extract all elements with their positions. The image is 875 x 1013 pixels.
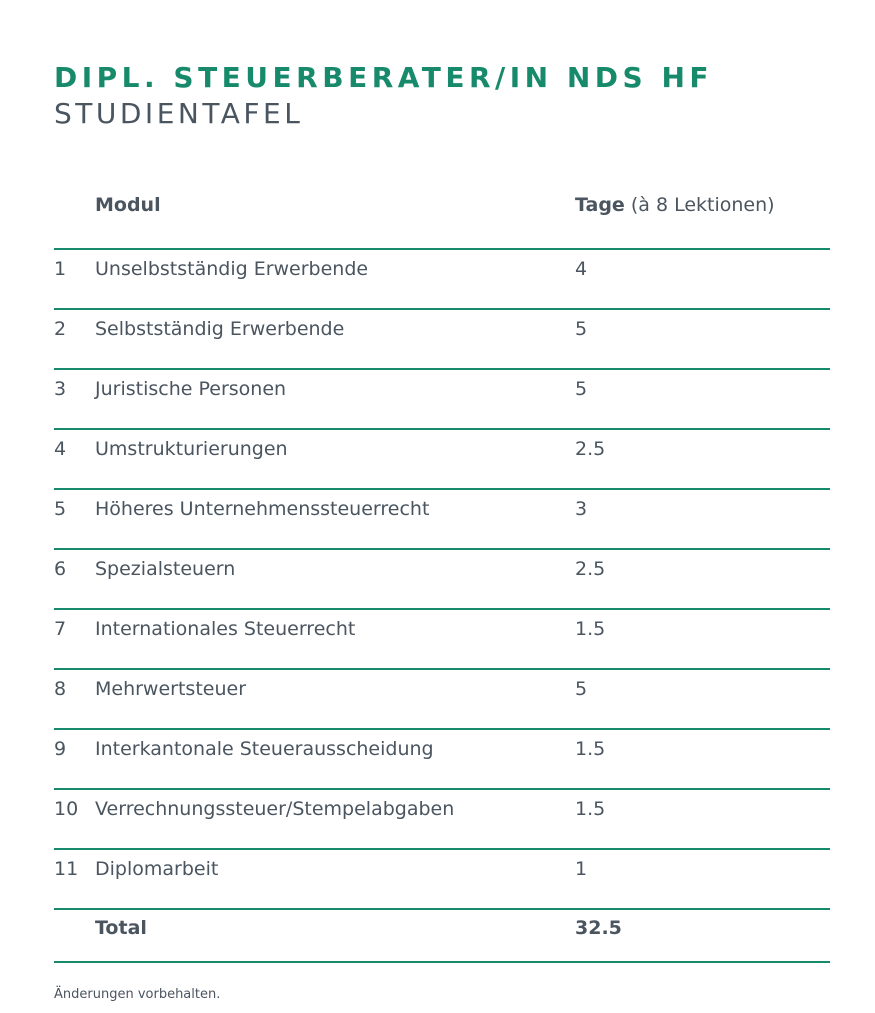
- document-subtitle: STUDIENTAFEL: [54, 97, 304, 130]
- table-rule: [54, 248, 830, 250]
- table-total-row: [54, 912, 830, 952]
- row-days: 5: [575, 378, 588, 400]
- table-row: [54, 553, 830, 593]
- row-number: 11: [54, 858, 79, 880]
- table-row: [54, 433, 830, 473]
- table-row: [54, 613, 830, 653]
- row-number: 6: [54, 558, 67, 580]
- table-row: [54, 313, 830, 353]
- header-tage-note: (à 8 Lektionen): [630, 194, 775, 216]
- row-days: 5: [575, 678, 588, 700]
- table-row: [54, 793, 830, 833]
- row-number: 8: [54, 678, 67, 700]
- row-number: 9: [54, 738, 67, 760]
- table-rule: [54, 608, 830, 610]
- row-days: 5: [575, 318, 588, 340]
- row-days: 4: [575, 258, 588, 280]
- row-days: 1.5: [575, 618, 606, 640]
- table-row: [54, 253, 830, 293]
- row-days: 2.5: [575, 558, 606, 580]
- row-module: Diplomarbeit: [95, 858, 219, 880]
- row-module: Umstrukturierungen: [95, 438, 288, 460]
- table-rule: [54, 908, 830, 910]
- row-module: Selbstständig Erwerbende: [95, 318, 345, 340]
- table-rule: [54, 548, 830, 550]
- table-row: [54, 493, 830, 533]
- row-number: 3: [54, 378, 67, 400]
- row-number: 1: [54, 258, 67, 280]
- table-rule: [54, 428, 830, 430]
- row-module: Interkantonale Steuerausscheidung: [95, 738, 434, 760]
- row-module: Unselbstständig Erwerbende: [95, 258, 369, 280]
- total-days: 32.5: [575, 917, 622, 939]
- header-tage-label: Tage: [575, 194, 625, 216]
- table-bottom-rule: [54, 961, 830, 963]
- table-row: [54, 853, 830, 893]
- table-row: [54, 373, 830, 413]
- table-rule: [54, 368, 830, 370]
- row-days: 1: [575, 858, 588, 880]
- row-number: 10: [54, 798, 79, 820]
- table-rule: [54, 668, 830, 670]
- row-days: 1.5: [575, 798, 606, 820]
- table-rule: [54, 728, 830, 730]
- table-rule: [54, 848, 830, 850]
- header-modul: Modul: [95, 194, 161, 216]
- table-row: [54, 733, 830, 773]
- table-header: [54, 190, 830, 226]
- row-module: Spezialsteuern: [95, 558, 236, 580]
- row-number: 7: [54, 618, 67, 640]
- row-days: 3: [575, 498, 588, 520]
- row-number: 4: [54, 438, 67, 460]
- table-rule: [54, 488, 830, 490]
- table-rule: [54, 788, 830, 790]
- header-tage: [575, 194, 775, 216]
- row-module: Internationales Steuerrecht: [95, 618, 356, 640]
- row-module: Juristische Personen: [95, 378, 287, 400]
- row-number: 5: [54, 498, 67, 520]
- row-days: 2.5: [575, 438, 606, 460]
- row-number: 2: [54, 318, 67, 340]
- footnote: Änderungen vorbehalten.: [54, 987, 221, 1002]
- document-title: DIPL. STEUERBERATER/IN NDS HF: [54, 61, 714, 94]
- row-module: Verrechnungssteuer/Stempelabgaben: [95, 798, 455, 820]
- total-label: Total: [95, 917, 147, 939]
- row-module: Mehrwertsteuer: [95, 678, 247, 700]
- row-module: Höheres Unternehmenssteuerrecht: [95, 498, 430, 520]
- row-days: 1.5: [575, 738, 606, 760]
- table-rule: [54, 308, 830, 310]
- table-row: [54, 673, 830, 713]
